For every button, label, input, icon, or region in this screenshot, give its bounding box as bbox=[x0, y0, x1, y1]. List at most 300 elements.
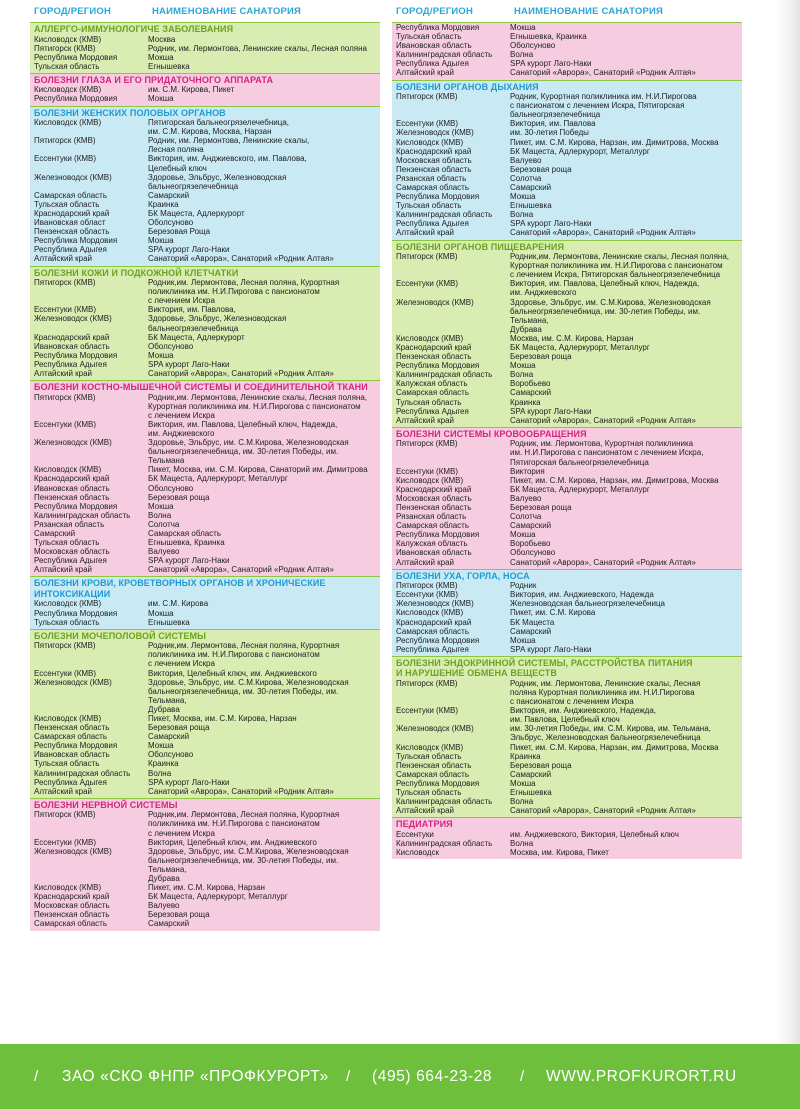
section bbox=[30, 22, 380, 73]
table-row bbox=[30, 94, 380, 103]
sanatorium-cell: БК Мацеста, Адлеркурорт, Металлург bbox=[510, 343, 650, 352]
table-row bbox=[30, 778, 380, 787]
sanatorium-cell: SPA курорт Лаго-Наки bbox=[148, 359, 230, 369]
sanatorium-cell: Самарский bbox=[510, 388, 552, 398]
sanatorium-cell: Березовая роща bbox=[510, 352, 572, 362]
sanatorium-cell: Виктория, им. Павлова, Целебный ключ, Надежда, им. Анджиевского bbox=[148, 419, 338, 438]
table-row bbox=[30, 723, 380, 732]
table-row bbox=[30, 333, 380, 342]
sanatorium-cell: Березовая роща bbox=[148, 492, 210, 502]
city-cell: Ивановская область bbox=[396, 548, 472, 558]
sanatorium-cell: SPA курорт Лаго-Наки bbox=[510, 59, 592, 69]
sanatorium-cell: Мокша bbox=[510, 530, 536, 540]
city-cell: Кисловодск (КМВ) bbox=[396, 742, 464, 752]
city-cell: Пятигорск (КМВ) bbox=[34, 136, 96, 146]
sanatorium-cell: Краинка bbox=[148, 199, 179, 209]
city-cell: Республика Адыгея bbox=[34, 777, 107, 787]
table-row bbox=[30, 209, 380, 218]
table-row bbox=[392, 210, 742, 219]
city-cell: Кисловодск (КМВ) bbox=[396, 137, 464, 147]
sanatorium-cell: SPA курорт Лаго-Наки bbox=[510, 406, 592, 416]
sanatorium-cell: Здоровье, Эльбрус, им. С.М.Кирова, Железноводская бальнеогрязелечебница, им. 30-летия Победы, им. Тельмана, Дубрава bbox=[148, 846, 349, 883]
city-cell: Кисловодск (КМВ) bbox=[34, 883, 102, 893]
city-cell: Кисловодск (КМВ) bbox=[34, 34, 102, 44]
footer-company: ЗАО «СКО ФНПР «ПРОФКУРОРТ» bbox=[62, 1067, 329, 1085]
table-row bbox=[392, 752, 742, 761]
city-cell: Калининградская область bbox=[34, 510, 131, 520]
sanatorium-cell: Пикет, Москва, им. С.М. Кирова, Санаторий им. Димитрова bbox=[148, 465, 368, 475]
city-cell: Московская область bbox=[34, 547, 110, 557]
table-row bbox=[30, 465, 380, 474]
table-row bbox=[30, 245, 380, 254]
sanatorium-cell: Родник, им. Лермонтова, Курортная поликлиника им. Н.И.Пирогова с пансионатом с лечением Искра, Пятигорская бальнеогрязелечебница bbox=[510, 439, 704, 467]
section-rows bbox=[30, 393, 380, 577]
sanatorium-cell: Мокша bbox=[148, 94, 174, 104]
table-row bbox=[392, 797, 742, 806]
sanatorium-cell: Здоровье, Эльбрус, им. С.М.Кирова, Железноводская бальнеогрязелечебница, им. 30-летия Победы, им. Тельмана, Дубрава bbox=[510, 297, 711, 334]
city-cell: Железноводск (КМВ) bbox=[34, 438, 112, 448]
sanatorium-cell: Родник bbox=[510, 581, 537, 591]
table-row bbox=[392, 830, 742, 839]
city-cell: Краснодарский край bbox=[396, 146, 472, 156]
sanatorium-cell: Волна bbox=[510, 797, 534, 807]
table-row bbox=[392, 201, 742, 210]
sanatorium-cell: Валуево bbox=[148, 901, 180, 911]
city-cell: Калужская область bbox=[396, 379, 468, 389]
footer-bar bbox=[0, 1044, 800, 1109]
table-row bbox=[392, 334, 742, 343]
table-row bbox=[30, 236, 380, 245]
sanatorium-cell: Самарская область bbox=[148, 529, 222, 538]
city-cell: Республика Мордовия bbox=[396, 361, 480, 371]
city-cell: Краснодарский край bbox=[34, 474, 110, 484]
sanatorium-cell: Березовая роща bbox=[510, 503, 572, 512]
table-row bbox=[30, 351, 380, 360]
city-cell: Самарская область bbox=[396, 769, 470, 779]
city-cell: Самарская область bbox=[34, 190, 108, 200]
table-row bbox=[30, 883, 380, 892]
table-row bbox=[392, 352, 742, 361]
sanatorium-cell: Санаторий «Аврора», Санаторий «Родник Алтая» bbox=[510, 68, 696, 78]
sanatorium-cell: Солотча bbox=[148, 519, 180, 529]
table-row bbox=[392, 439, 742, 466]
table-row bbox=[392, 467, 742, 476]
table-row bbox=[30, 227, 380, 236]
sanatorium-cell: Самарский bbox=[148, 919, 190, 929]
section-rows bbox=[392, 252, 742, 427]
city-cell: Пятигорск (КМВ) bbox=[396, 581, 458, 591]
table-row bbox=[392, 192, 742, 201]
table-row bbox=[392, 485, 742, 494]
table-row bbox=[30, 360, 380, 369]
table-row bbox=[30, 474, 380, 483]
footer-phone[interactable]: (495) 664-23-28 bbox=[372, 1067, 493, 1085]
city-cell: Московская область bbox=[396, 155, 472, 165]
city-cell: Рязанская область bbox=[396, 512, 467, 522]
section-rows bbox=[30, 641, 380, 798]
sanatorium-column-label: НАИМЕНОВАНИЕ САНАТОРИЯ bbox=[514, 5, 664, 17]
table-row bbox=[30, 438, 380, 465]
footer-separator: / bbox=[34, 1068, 39, 1085]
city-cell: Ессентуки (КМВ) bbox=[396, 466, 459, 476]
table-row bbox=[392, 521, 742, 530]
table-row bbox=[30, 493, 380, 502]
table-row bbox=[392, 228, 742, 237]
table-row bbox=[30, 847, 380, 883]
table-row bbox=[392, 279, 742, 297]
table-row bbox=[392, 370, 742, 379]
sanatorium-cell: Самарский bbox=[148, 732, 190, 742]
sanatorium-cell: Санаторий «Аврора», Санаторий «Родник Алтая» bbox=[510, 557, 696, 567]
city-cell: Кисловодск (КМВ) bbox=[34, 118, 102, 128]
section-title: БОЛЕЗНИ МОЧЕПОЛОВОЙ СИСТЕМЫ bbox=[34, 630, 207, 641]
sanatorium-cell: Самарский bbox=[510, 626, 552, 636]
city-cell: Самарская область bbox=[396, 521, 470, 531]
sanatorium-cell: БК Мацеста, Адлеркурорт, Металлург bbox=[510, 484, 650, 494]
table-row bbox=[30, 53, 380, 62]
section bbox=[30, 73, 380, 106]
city-cell: Республика Адыгея bbox=[34, 359, 107, 369]
section-rows bbox=[392, 92, 742, 240]
city-cell: Пензенская область bbox=[396, 503, 472, 512]
table-row bbox=[30, 154, 380, 172]
sanatorium-cell: Волна bbox=[510, 370, 534, 380]
city-cell: Пензенская область bbox=[34, 227, 110, 237]
city-cell: Республика Мордовия bbox=[396, 192, 480, 202]
table-row bbox=[392, 706, 742, 724]
section-rows bbox=[30, 35, 380, 73]
sanatorium-cell: Мокша bbox=[510, 778, 536, 788]
section-rows bbox=[392, 581, 742, 656]
table-row bbox=[392, 558, 742, 567]
section-rows bbox=[30, 810, 380, 930]
right-column-header bbox=[392, 0, 742, 22]
table-row bbox=[30, 678, 380, 714]
city-cell: Самарская область bbox=[396, 183, 470, 192]
sanatorium-cell: Родник,им. Лермонтова, Лесная поляна, Курортная поликлиника им. Н.И.Пирогова с пансионатом с лечением Искра bbox=[148, 810, 340, 838]
sanatorium-cell: Санаторий «Аврора», Санаторий «Родник Алтая» bbox=[148, 565, 334, 575]
table-row bbox=[30, 714, 380, 723]
sanatorium-cell: Москва bbox=[148, 34, 176, 44]
table-row bbox=[30, 838, 380, 847]
sanatorium-cell: Березовая роща bbox=[148, 910, 210, 920]
city-cell: Республика Адыгея bbox=[34, 556, 107, 566]
table-row bbox=[392, 298, 742, 334]
city-cell: Республика Адыгея bbox=[396, 59, 469, 69]
section-title: БОЛЕЗНИ КОСТНО-МЫШЕЧНОЙ СИСТЕМЫ И СОЕДИНИТЕЛЬНОЙ ТКАНИ bbox=[34, 382, 368, 393]
sanatorium-cell: Оболсуново bbox=[510, 548, 556, 558]
sanatorium-cell: Виктория, им. Павлова bbox=[510, 119, 596, 129]
sanatorium-cell: Родник, им. Лермонтова, Ленинские скалы, Лесная поляна bbox=[148, 136, 310, 155]
sanatorium-cell: БК Мацеста, Адлеркурорт bbox=[148, 332, 245, 342]
sanatorium-cell: Мокша bbox=[148, 741, 174, 751]
sanatorium-cell: Березовая роща bbox=[510, 760, 572, 770]
table-row bbox=[30, 669, 380, 678]
city-cell: Алтайский край bbox=[396, 228, 455, 238]
table-row bbox=[30, 910, 380, 919]
table-row bbox=[392, 590, 742, 599]
sanatorium-cell: Родник, им. Лермонтова, Ленинские скалы, Лесная поляна bbox=[148, 43, 367, 53]
city-cell: Пензенская область bbox=[34, 723, 110, 733]
sanatorium-cell: Виктория, им. Павлова, bbox=[148, 305, 236, 315]
sanatorium-cell: БК Мацеста bbox=[510, 617, 555, 627]
city-cell: Алтайский край bbox=[34, 786, 93, 796]
city-cell: Республика Адыгея bbox=[396, 219, 469, 229]
table-row bbox=[392, 92, 742, 119]
table-row bbox=[392, 398, 742, 407]
city-cell: Пятигорск (КМВ) bbox=[396, 92, 458, 102]
table-row bbox=[30, 393, 380, 420]
city-cell: Ессентуки (КМВ) bbox=[34, 305, 97, 315]
city-cell: Кисловодск (КМВ) bbox=[34, 465, 102, 475]
sanatorium-cell: Валуево bbox=[148, 547, 180, 557]
sanatorium-cell: Самарский bbox=[148, 190, 190, 200]
sanatorium-cell: Солотча bbox=[510, 173, 542, 183]
city-cell: Железноводск (КМВ) bbox=[396, 599, 474, 609]
city-cell: Республика Мордовия bbox=[396, 778, 480, 788]
table-row bbox=[392, 379, 742, 388]
sanatorium-cell: Волна bbox=[148, 768, 172, 778]
city-cell: Пятигорск (КМВ) bbox=[34, 43, 96, 53]
city-cell: Тульская область bbox=[34, 199, 100, 209]
sanatorium-cell: Пикет, Москва, им. С.М. Кирова, Нарзан bbox=[148, 714, 297, 723]
table-row bbox=[30, 892, 380, 901]
city-cell: Ессентуки (КМВ) bbox=[34, 154, 97, 164]
city-cell: Железноводск (КМВ) bbox=[34, 314, 112, 324]
sanatorium-cell: Родник,им. Лермонтова, Лесная поляна, Курортная поликлиника им. Н.И.Пирогова с пансионатом с лечением Искра bbox=[148, 278, 340, 306]
table-row bbox=[30, 732, 380, 741]
table-row bbox=[30, 901, 380, 910]
city-cell: Железноводск (КМВ) bbox=[396, 724, 474, 734]
sanatorium-cell: Валуево bbox=[510, 155, 542, 165]
city-cell: Алтайский край bbox=[396, 557, 455, 567]
table-row bbox=[30, 565, 380, 574]
city-cell: Пятигорск (КМВ) bbox=[396, 678, 458, 688]
table-row bbox=[392, 848, 742, 857]
section bbox=[30, 380, 380, 576]
sanatorium-cell: SPA курорт Лаго-Наки bbox=[148, 245, 230, 255]
section bbox=[392, 22, 742, 80]
city-cell: Пензенская область bbox=[396, 760, 472, 770]
city-cell: Калининградская область bbox=[396, 797, 493, 807]
city-cell: Республика Мордовия bbox=[34, 52, 118, 62]
table-row bbox=[392, 761, 742, 770]
sanatorium-cell: SPA курорт Лаго-Наки bbox=[148, 556, 230, 566]
city-cell: Ивановская область bbox=[34, 750, 110, 760]
sanatorium-cell: Краинка bbox=[510, 397, 541, 407]
table-row bbox=[30, 538, 380, 547]
table-row bbox=[392, 839, 742, 848]
city-cell: Алтайский край bbox=[34, 565, 93, 575]
table-row bbox=[392, 779, 742, 788]
city-cell: Ессентуки (КМВ) bbox=[396, 279, 459, 289]
city-cell: Краснодарский край bbox=[34, 209, 110, 218]
sanatorium-cell: БК Мацеста, Адлеркурорт, Металлург bbox=[148, 474, 288, 484]
sanatorium-cell: SPA курорт Лаго-Наки bbox=[148, 777, 230, 787]
sanatorium-cell: Виктория bbox=[510, 466, 545, 476]
city-cell: Республика Мордовия bbox=[396, 635, 480, 645]
table-row bbox=[392, 770, 742, 779]
sanatorium-cell: Мокша bbox=[148, 236, 174, 246]
sanatorium-cell: Егнышевка, Краинка bbox=[510, 32, 587, 42]
section-rows bbox=[30, 85, 380, 105]
table-row bbox=[30, 618, 380, 627]
city-cell: Кисловодск (КМВ) bbox=[396, 333, 464, 343]
city-cell: Ивановская област bbox=[34, 218, 106, 228]
city-cell: Краснодарский край bbox=[396, 617, 472, 627]
table-row bbox=[392, 581, 742, 590]
city-cell: Рязанская область bbox=[34, 519, 105, 529]
table-row bbox=[30, 919, 380, 928]
table-row bbox=[30, 769, 380, 778]
city-cell: Железноводск (КМВ) bbox=[34, 677, 112, 687]
sanatorium-cell: Егнышевка, Краинка bbox=[148, 538, 225, 548]
table-row bbox=[392, 156, 742, 165]
table-row bbox=[392, 503, 742, 512]
table-row bbox=[30, 741, 380, 750]
sanatorium-cell: Родник,им. Лермонтова, Лесная поляна, Курортная поликлиника им. Н.И.Пирогова с пансионатом с лечением Искра bbox=[148, 641, 340, 669]
table-row bbox=[392, 788, 742, 797]
sanatorium-cell: им. С.М. Кирова, Пикет bbox=[148, 85, 235, 95]
city-cell: Республика Мордовия bbox=[34, 608, 118, 618]
section-rows bbox=[30, 278, 380, 380]
table-row bbox=[392, 219, 742, 228]
sanatorium-cell: БК Мацеста, Адлеркурорт, Металлург bbox=[510, 146, 650, 156]
city-cell: Пятигорск (КМВ) bbox=[396, 252, 458, 262]
sanatorium-cell: Санаторий «Аврора», Санаторий «Родник Алтая» bbox=[510, 415, 696, 425]
table-row bbox=[392, 23, 742, 32]
table-row bbox=[392, 59, 742, 68]
sanatorium-cell: Солотча bbox=[510, 512, 542, 522]
section bbox=[30, 106, 380, 266]
table-row bbox=[392, 512, 742, 521]
table-row bbox=[30, 278, 380, 305]
city-cell: Ессентуки (КМВ) bbox=[396, 590, 459, 600]
city-cell: Пятигорск (КМВ) bbox=[34, 810, 96, 820]
city-cell: Рязанская область bbox=[396, 173, 467, 183]
table-row bbox=[30, 191, 380, 200]
city-cell: Республика Адыгея bbox=[396, 406, 469, 416]
city-cell: Самарская область bbox=[34, 919, 108, 929]
footer-separator: / bbox=[346, 1068, 351, 1085]
section-title: АЛЛЕРГО-ИММУНОЛОГИЧЕ ЗАБОЛЕВАНИЯ bbox=[34, 24, 234, 34]
table-row bbox=[392, 119, 742, 128]
city-cell: Алтайский край bbox=[396, 806, 455, 816]
sanatorium-cell: Воробьево bbox=[510, 379, 551, 389]
table-row bbox=[392, 165, 742, 174]
city-cell: Республика Адыгея bbox=[34, 245, 107, 255]
city-cell: Самарская область bbox=[34, 732, 108, 742]
section-rows bbox=[392, 679, 742, 817]
sanatorium-cell: Егнышевка bbox=[510, 788, 552, 798]
section-title: БОЛЕЗНИ ОРГАНОВ ДЫХАНИЯ bbox=[396, 81, 539, 92]
city-cell: Ессентуки (КМВ) bbox=[34, 419, 97, 429]
table-row bbox=[30, 641, 380, 668]
table-row bbox=[392, 608, 742, 617]
table-row bbox=[30, 609, 380, 618]
sanatorium-cell: Егнышевка bbox=[148, 61, 190, 71]
table-row bbox=[392, 174, 742, 183]
sanatorium-cell: Виктория, им. Павлова, Целебный ключ, Надежда, им. Анджиевского bbox=[510, 279, 700, 298]
city-cell: Республика Мордовия bbox=[34, 741, 118, 751]
city-cell: Республика Адыгея bbox=[396, 644, 469, 654]
city-cell: Республика Мордовия bbox=[396, 23, 480, 32]
sanatorium-cell: им. Анджиевского, Виктория, Целебный ключ bbox=[510, 829, 679, 839]
sanatorium-cell: БК Мацеста, Адлеркурорт bbox=[148, 209, 245, 218]
sanatorium-cell: Оболсуново bbox=[510, 41, 556, 51]
table-row bbox=[392, 388, 742, 397]
table-row bbox=[392, 645, 742, 654]
table-row bbox=[30, 314, 380, 332]
table-row bbox=[30, 759, 380, 768]
table-row bbox=[392, 679, 742, 706]
table-row bbox=[30, 484, 380, 493]
city-cell: Краснодарский край bbox=[34, 332, 110, 342]
sanatorium-cell: Волна bbox=[510, 838, 534, 848]
sanatorium-cell: Пятигорская бальнеогрязелечебница, им. С.М. Кирова, Москва, Нарзан bbox=[148, 118, 290, 137]
city-cell: Пятигорск (КМВ) bbox=[34, 641, 96, 651]
table-row bbox=[30, 173, 380, 191]
sanatorium-cell: Пикет, им. С.М. Кирова, Нарзан, им. Димитрова, Москва bbox=[510, 742, 719, 752]
city-cell: Краснодарский край bbox=[396, 484, 472, 494]
table-row bbox=[392, 530, 742, 539]
sanatorium-cell: им. С.М. Кирова bbox=[148, 599, 209, 609]
city-cell: Железноводск (КМВ) bbox=[396, 297, 474, 307]
sanatorium-cell: Пикет, им. С.М. Кирова, Нарзан, им. Димитрова, Москва bbox=[510, 137, 719, 147]
city-cell: Республика Мордовия bbox=[34, 94, 118, 104]
table-row bbox=[392, 41, 742, 50]
city-cell: Краснодарский край bbox=[34, 892, 110, 902]
section-rows bbox=[30, 599, 380, 628]
sanatorium-cell: Родник, им. Лермонтова, Ленинские скалы, Лесная поляна Курортная поликлиника им. Н.И.Пирогова с пансионатом с лечением Искра bbox=[510, 678, 701, 707]
city-cell: Самарский bbox=[34, 529, 76, 538]
city-cell: Пензенская область bbox=[396, 164, 472, 174]
city-cell: Железноводск (КМВ) bbox=[396, 128, 474, 138]
section-title: БОЛЕЗНИ УХА, ГОРЛА, НОСА bbox=[396, 570, 530, 581]
table-row bbox=[30, 136, 380, 154]
city-cell: Тульская область bbox=[396, 397, 462, 407]
table-row bbox=[392, 138, 742, 147]
city-cell: Пятигорск (КМВ) bbox=[34, 278, 96, 288]
sanatorium-cell: Виктория, им. Анджиевского, Надежда bbox=[510, 590, 654, 600]
sanatorium-cell: Здоровье, Эльбрус, им. С.М.Кирова, Железноводская бальнеогрязелечебница, им. 30-летия Победы, им. Тельмана bbox=[148, 438, 349, 466]
city-cell: Тульская область bbox=[396, 32, 462, 42]
city-cell: Тульская область bbox=[34, 538, 100, 548]
footer-website[interactable]: WWW.PROFKURORT.RU bbox=[546, 1067, 737, 1085]
table-row bbox=[30, 556, 380, 565]
city-cell: Ессентуки (КМВ) bbox=[396, 119, 459, 129]
sanatorium-cell: Березовая роща bbox=[148, 723, 210, 733]
sanatorium-cell: Березовая роща bbox=[510, 164, 572, 174]
sanatorium-cell: Волна bbox=[510, 210, 534, 220]
sanatorium-cell: Москва, им. Кирова, Пикет bbox=[510, 848, 609, 857]
sanatorium-cell: Краинка bbox=[148, 759, 179, 769]
city-cell: Алтайский край bbox=[34, 369, 93, 378]
table-row bbox=[392, 128, 742, 137]
table-row bbox=[392, 724, 742, 742]
table-row bbox=[30, 529, 380, 538]
sanatorium-cell: Валуево bbox=[510, 493, 542, 503]
table-row bbox=[392, 32, 742, 41]
table-row bbox=[30, 810, 380, 837]
section bbox=[30, 629, 380, 798]
sanatorium-cell: Мокша bbox=[510, 23, 536, 32]
city-cell: Тульская область bbox=[34, 617, 100, 627]
city-cell: Ессентуки bbox=[396, 829, 434, 839]
sanatorium-cell: им. 30-летия Победы, им. С.М. Кирова, им. Тельмана, Эльбрус, Железноводская бальнеогрязелечебница bbox=[510, 724, 711, 743]
table-row bbox=[392, 183, 742, 192]
sanatorium-cell: Санаторий «Аврора», Санаторий «Родник Алтая» bbox=[148, 786, 334, 796]
